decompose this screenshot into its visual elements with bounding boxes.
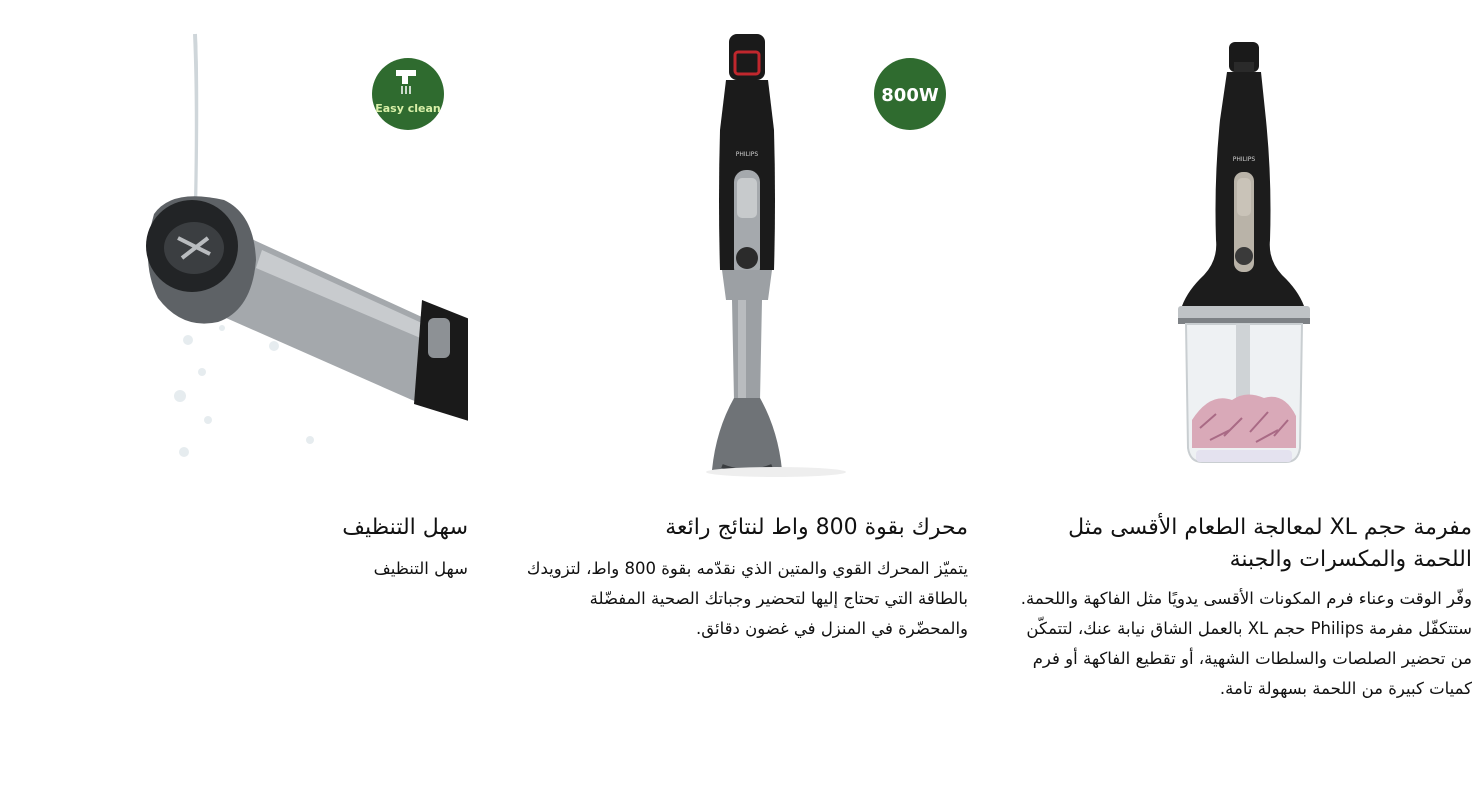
blender-with-chopper-bowl-image — [1020, 0, 1472, 496]
hand-blender-image — [516, 0, 968, 496]
easy-clean-product-image — [12, 0, 468, 496]
feature-card-xl-chopper — [1020, 0, 1472, 704]
chopper-product-image — [1020, 0, 1472, 496]
feature-description: سهل التنظيف — [373, 559, 468, 578]
svg-text:800W: 800W — [881, 85, 939, 106]
motor-product-image — [516, 0, 968, 496]
blender-rinsed-under-water-image — [12, 0, 468, 496]
svg-text:PHILIPS: PHILIPS — [1232, 156, 1256, 163]
feature-title: سهل التنظيف — [342, 515, 468, 540]
feature-title: مفرمة حجم XL لمعالجة الطعام الأقسى مثل اللحمة والمكسرات والجبنة — [1068, 515, 1472, 572]
svg-text:PHILIPS: PHILIPS — [735, 151, 759, 158]
easy-clean-badge — [372, 58, 444, 130]
feature-description: وفّر الوقت وعناء فرم المكونات الأقسى يدويًا مثل الفاكهة واللحمة. ستتكفّل مفرمة Philips حجم XL بالعمل الشاق نيابة عنك، لتتمكّن من تحضير الصلصات والسلطات الشهية، أو تقطيع الفاكهة أو فرم كميات كبيرة من اللحمة بسهولة تامة. — [1020, 589, 1472, 698]
feature-description: يتميّز المحرك القوي والمتين الذي نقدّمه بقوة 800 واط، لتزويدك بالطاقة التي تحتاج إليها لتحضير وجباتك الصحية المفضّلة والمحضّرة في المنزل في غضون دقائق. — [526, 559, 968, 638]
feature-card-easy-clean — [12, 0, 468, 584]
feature-title: محرك بقوة 800 واط لنتائج رائعة — [665, 515, 968, 540]
feature-card-800w-motor — [516, 0, 968, 644]
svg-text:Easy clean: Easy clean — [375, 102, 441, 115]
